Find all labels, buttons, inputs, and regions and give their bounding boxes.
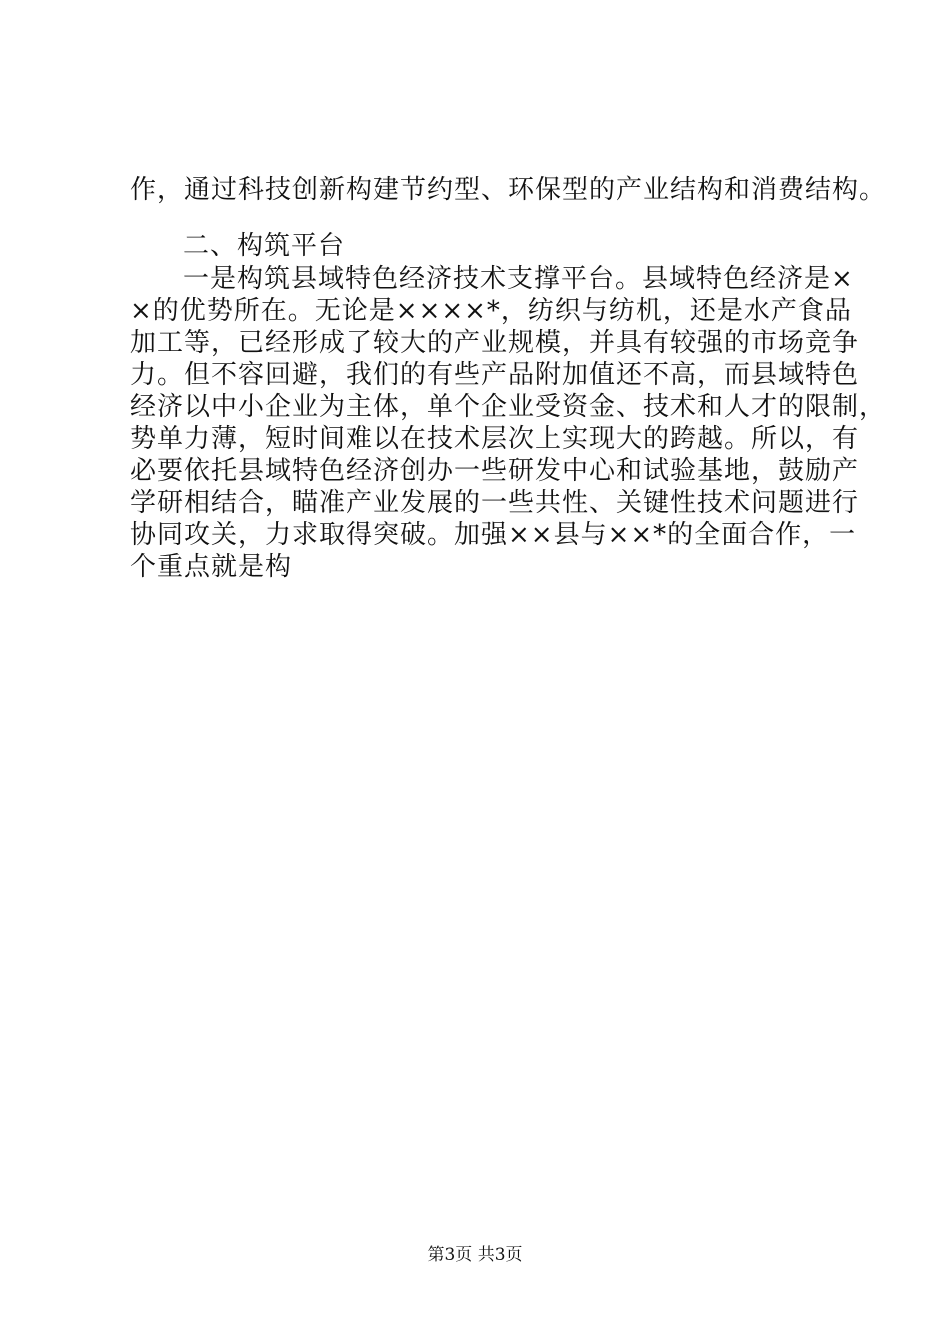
paragraph-line: 经济以中小企业为主体，单个企业受资金、技术和人才的限制， xyxy=(130,392,887,422)
paragraph-line: ×的优势所在。无论是××××*，纺织与纺机，还是水产食品 xyxy=(130,296,852,326)
paragraph-line: 一是构筑县域特色经济技术支撑平台。县域特色经济是× xyxy=(183,264,854,294)
paragraph-line: 力。但不容回避，我们的有些产品附加值还不高，而县域特色 xyxy=(130,360,860,390)
paragraph-line: 加工等，已经形成了较大的产业规模，并具有较强的市场竞争 xyxy=(130,328,860,358)
paragraph-line: 学研相结合，瞄准产业发展的一些共性、关键性技术问题进行 xyxy=(130,488,860,518)
paragraph-line: 个重点就是构 xyxy=(130,552,293,582)
body-paragraph xyxy=(130,263,887,583)
section-heading: 二、构筑平台 xyxy=(183,231,346,261)
paragraph-line: 势单力薄，短时间难以在技术层次上实现大的跨越。所以，有 xyxy=(130,424,860,454)
paragraph-line: 协同攻关，力求取得突破。加强××县与××*的全面合作，一 xyxy=(130,520,857,550)
continued-text-line: 作，通过科技创新构建节约型、环保型的产业结构和消费结构。 xyxy=(130,175,887,205)
page-number-footer: 第3页 共3页 xyxy=(427,1245,523,1265)
paragraph-line: 必要依托县域特色经济创办一些研发中心和试验基地，鼓励产 xyxy=(130,456,860,486)
